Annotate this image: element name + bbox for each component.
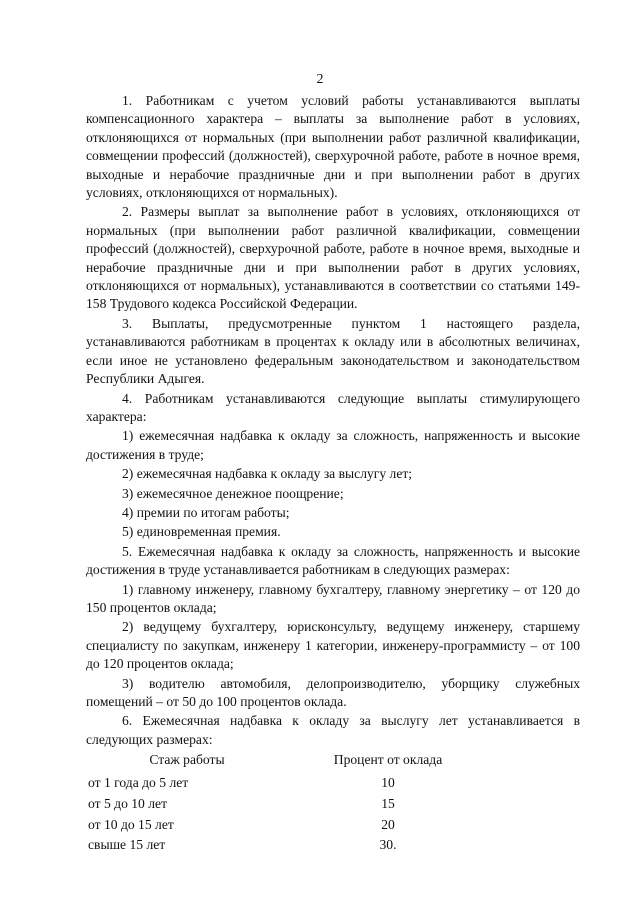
document-body	[86, 92, 580, 856]
list-item: 4) премии по итогам работы;	[122, 504, 290, 520]
seniority-table	[86, 751, 488, 855]
percent-cell: 15	[381, 795, 395, 811]
experience-cell: от 1 года до 5 лет	[88, 775, 189, 791]
paragraph-1: 1. Работникам с учетом условий работы устанавливаются выплаты компенсационного характера – выплаты за выполнение работ в условиях, отклоняющихся от нормальных (при выполнении работ различной квалификации, совмещении профессий (должностей), сверхурочной работе, работе в ночное время, выходные и нерабочие праздничные дни и при выполнении работ в других условиях, отклоняющихся от нормальных).	[86, 93, 580, 201]
paragraph-5: 5. Ежемесячная надбавка к окладу за сложность, напряженность и высокие достижения в труде устанавливается работникам в следующих размерах:	[86, 543, 580, 578]
list-item: 1) ежемесячная надбавка к окладу за сложность, напряженность и высокие достижения в труде;	[86, 428, 580, 462]
page-number: 2	[316, 72, 324, 87]
column-header-percent: Процент от оклада	[333, 752, 443, 768]
percent-cell: 30.	[379, 837, 397, 853]
list-item: 5) единовременная премия.	[122, 524, 281, 540]
table-row	[86, 773, 488, 794]
paragraph-2: 2. Размеры выплат за выполнение работ в условиях, отклоняющихся от нормальных (при выполнении работ различной квалификации, совмещении профессий (должностей), сверхурочной работе, работе в ночное время, выходные и нерабочие праздничные дни и при выполнении работ в других условиях, отклоняющихся от нормальных), устанавливаются в соответствии со статьями 149-158 Трудового кодекса Российской Федерации.	[86, 204, 580, 312]
list-item: 3) ежемесячное денежное поощрение;	[122, 485, 344, 501]
list-item: 2) ежемесячная надбавка к окладу за выслугу лет;	[122, 466, 413, 482]
list-item: 2) ведущему бухгалтеру, юрисконсульту, ведущему инженеру, старшему специалисту по закупкам, инженеру 1 категории, инженеру-программисту – от 100 до 120 процентов оклада;	[86, 619, 580, 672]
experience-cell: от 10 до 15 лет	[88, 816, 174, 832]
table-row	[86, 794, 488, 815]
experience-cell: свыше 15 лет	[88, 837, 166, 853]
percent-cell: 20	[381, 816, 395, 832]
experience-cell: от 5 до 10 лет	[88, 795, 168, 811]
table-header-row	[86, 751, 488, 773]
list-item: 3) водителю автомобиля, делопроизводителю, уборщику служебных помещений – от 50 до 100 процентов оклада.	[86, 675, 580, 709]
paragraph-4: 4. Работникам устанавливаются следующие выплаты стимулирующего характера:	[86, 390, 580, 424]
paragraph-6: 6. Ежемесячная надбавка к окладу за выслугу лет устанавливается в следующих размерах:	[86, 713, 580, 747]
list-item: 1) главному инженеру, главному бухгалтеру, главному энергетику – от 120 до 150 процентов оклада;	[86, 581, 580, 615]
table-row	[86, 814, 488, 835]
column-header-experience: Стаж работы	[149, 752, 225, 768]
paragraph-3: 3. Выплаты, предусмотренные пунктом 1 настоящего раздела, устанавливаются работникам в процентах к окладу или в абсолютных величинах, если иное не установлено федеральным законодательством и законодательством Республики Адыгея.	[86, 315, 580, 387]
table-row	[86, 835, 488, 856]
percent-cell: 10	[381, 775, 395, 791]
